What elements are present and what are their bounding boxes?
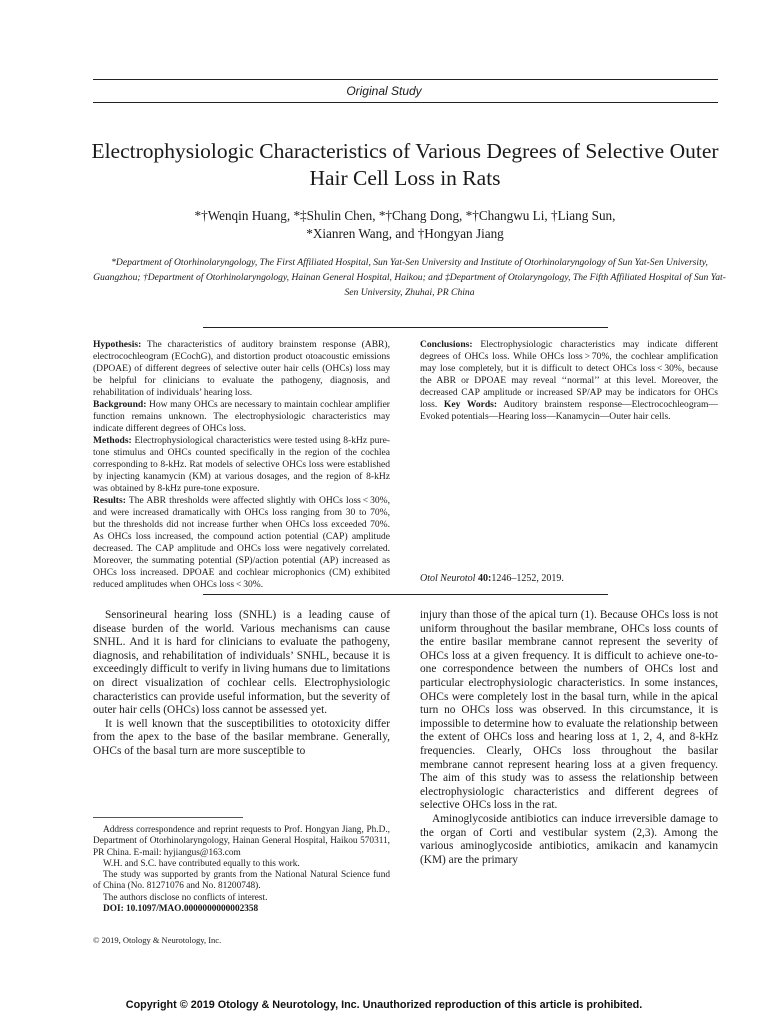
footnote-correspondence: Address correspondence and reprint requests to Prof. Hongyan Jiang, Ph.D., Department of Otorhinolaryngology, Hainan General Hospital, Haikou 570311, PR China. E-mail: hyjiangus@163.com: [93, 825, 390, 858]
body-paragraph: Aminoglycoside antibiotics can induce irreversible damage to the organ of Corti and vestibular system (2,3). Among the various aminoglycoside antibiotics, amikacin and kanamycin (KM) are the primary: [420, 812, 718, 866]
author-list: [90, 207, 720, 243]
body-left-column: [93, 609, 390, 759]
affiliations: *Department of Otorhinolaryngology, The First Affiliated Hospital, Sun Yat-Sen University and Institute of Otorhinolaryngology of Sun Yat-Sen University, Guangzhou; †Department of Otorhinolaryngology, Hainan General Hospital, Haikou; and ‡Department of Otolaryngology, The Fifth Affiliated Hospital of Sun Yat-Sen University, Zhuhai, PR China: [93, 257, 726, 298]
body-paragraph: injury than those of the apical turn (1). Because OHCs loss is not uniform throughout the basilar membrane, OHCs loss counts of the entire basilar membrane cannot represent the severity of OHCs loss at a given frequency. It is difficult to achieve one-to-one correspondence between the numbers of OHCs lost and particular electrophysiologic characteristics. In some instances, OHCs were completely lost in the basal turn, while in the apical turn no OHCs loss was observed. In this circumstance, it is impossible to determine how to evaluate the relationship between the extent of OHCs loss and hearing loss at 1, 2, 4, and 8-kHz frequencies. Clearly, OHCs loss throughout the basilar membrane cannot represent hearing loss at a given frequency. The aim of this study was to assess the relationship between electrophysiologic characteristics and different degrees of selective OHCs loss in the rat.: [420, 609, 718, 812]
footnote-funding: The study was supported by grants from the National Natural Science fund of China (No. 81271076 and No. 81200748).: [93, 870, 390, 892]
body-paragraph: Sensorineural hearing loss (SNHL) is a leading cause of disease burden of the world. Various mechanisms can cause SNHL. And it is hard for clinicians to evaluate the pathogeny, diagnosis, and rehabilitation of individuals’ SNHL, because it is exceedingly difficult to verify in living humans due to limitations on direct visualization of cochlear cells. Electrophysiologic characteristics can provide useful information, but the severity of outer hair cells (OHCs) loss cannot be assessed yet.: [93, 609, 390, 717]
authors-line-1: *†Wenqin Huang, *‡Shulin Chen, *†Chang Dong, *†Changwu Li, †Liang Sun,: [194, 208, 616, 223]
footnotes: [93, 825, 390, 915]
page-copyright: © 2019, Otology & Neurotology, Inc.: [93, 935, 222, 945]
footnote-rule: [93, 817, 243, 818]
article-title: Electrophysiologic Characteristics of Various Degrees of Selective Outer Hair Cell Loss in Rats: [91, 139, 719, 190]
abstract-results: Results: The ABR thresholds were affected slightly with OHCs loss < 30%, and were increased dramatically with OHCs loss ranging from 30 to 70%, but the thresholds did not increase further when OHCs loss exceeded 70%. As OHCs loss increased, the compound action potential (CAP) amplitude decreased. The CAP amplitude and OHCs loss were negatively correlated. Moreover, the summating potential (SP)/action potential (AP) increased as OHCs loss increased. DPOAE and cochlear microphonics (CM) exhibited reduced amplitudes when OHCs loss < 30%.: [93, 495, 390, 590]
body-paragraph: It is well known that the susceptibilities to ototoxicity differ from the apex to the base of the basilar membrane. Generally, OHCs of the basal turn are more susceptible to: [93, 717, 390, 757]
abstract-conclusions: Conclusions: Electrophysiologic characteristics may indicate different degrees of OHCs loss. While OHCs loss > 70%, the cochlear amplification may lose completely, but it is difficult to detect OHCs loss < 30%, because the ABR or DPOAE may reveal ‘‘normal’’ at this level. Moreover, the decreased CAP amplitude or increased SP/AP may be indicators for OHCs loss. Key Words: Auditory brainstem response—Electrocochleogram—Evoked potentials—Hearing loss—Kanamycin—Outer hair cells.: [420, 339, 718, 422]
authors-line-2: *Xianren Wang, and †Hongyan Jiang: [306, 226, 504, 241]
journal-citation: Otol Neurotol 40:1246–1252, 2019.: [420, 573, 564, 584]
header-top-rule: [93, 79, 718, 80]
abstract-hypothesis: Hypothesis: The characteristics of auditory brainstem response (ABR), electrocochleogram (ECochG), and distortion product otoacoustic emissions (DPOAE) of different degrees of selective outer hair cells (OHCs) loss may be helpful for clinicians to evaluate the pathogeny, diagnosis, and rehabilitation of individuals’ hearing loss.: [93, 339, 390, 398]
abstract-methods: Methods: Electrophysiological characteristics were tested using 8-kHz pure-tone stimulus and OHCs counted specifically in the region of the cochlea corresponding to 8-kHz. Rat models of selective OHCs loss were established by injecting kanamycin (KM) at various dosages, and the region of 8-kHz was obtained by 8-kHz pure-tone exposure.: [93, 435, 390, 494]
section-label: Original Study: [346, 84, 422, 98]
abstract-background: Background: How many OHCs are necessary to maintain cochlear amplifier function remains unknown. The electrophysiologic characteristics may indicate different degrees of OHCs loss.: [93, 399, 390, 434]
abstract-top-rule: [203, 327, 608, 328]
abstract-left-column: [93, 339, 390, 591]
copyright-banner: Copyright © 2019 Otology & Neurotology, Inc. Unauthorized reproduction of this article is prohibited.: [125, 999, 643, 1011]
footnote-conflicts: The authors disclose no conflicts of interest.: [103, 892, 268, 903]
doi: DOI: 10.1097/MAO.0000000000002358: [103, 904, 259, 915]
footnote-equal-contribution: W.H. and S.C. have contributed equally to this work.: [103, 858, 300, 869]
abstract-bottom-rule: [203, 594, 608, 595]
header-bottom-rule: [93, 102, 718, 103]
body-right-column: [420, 609, 718, 867]
abstract-right-column: [420, 339, 718, 423]
